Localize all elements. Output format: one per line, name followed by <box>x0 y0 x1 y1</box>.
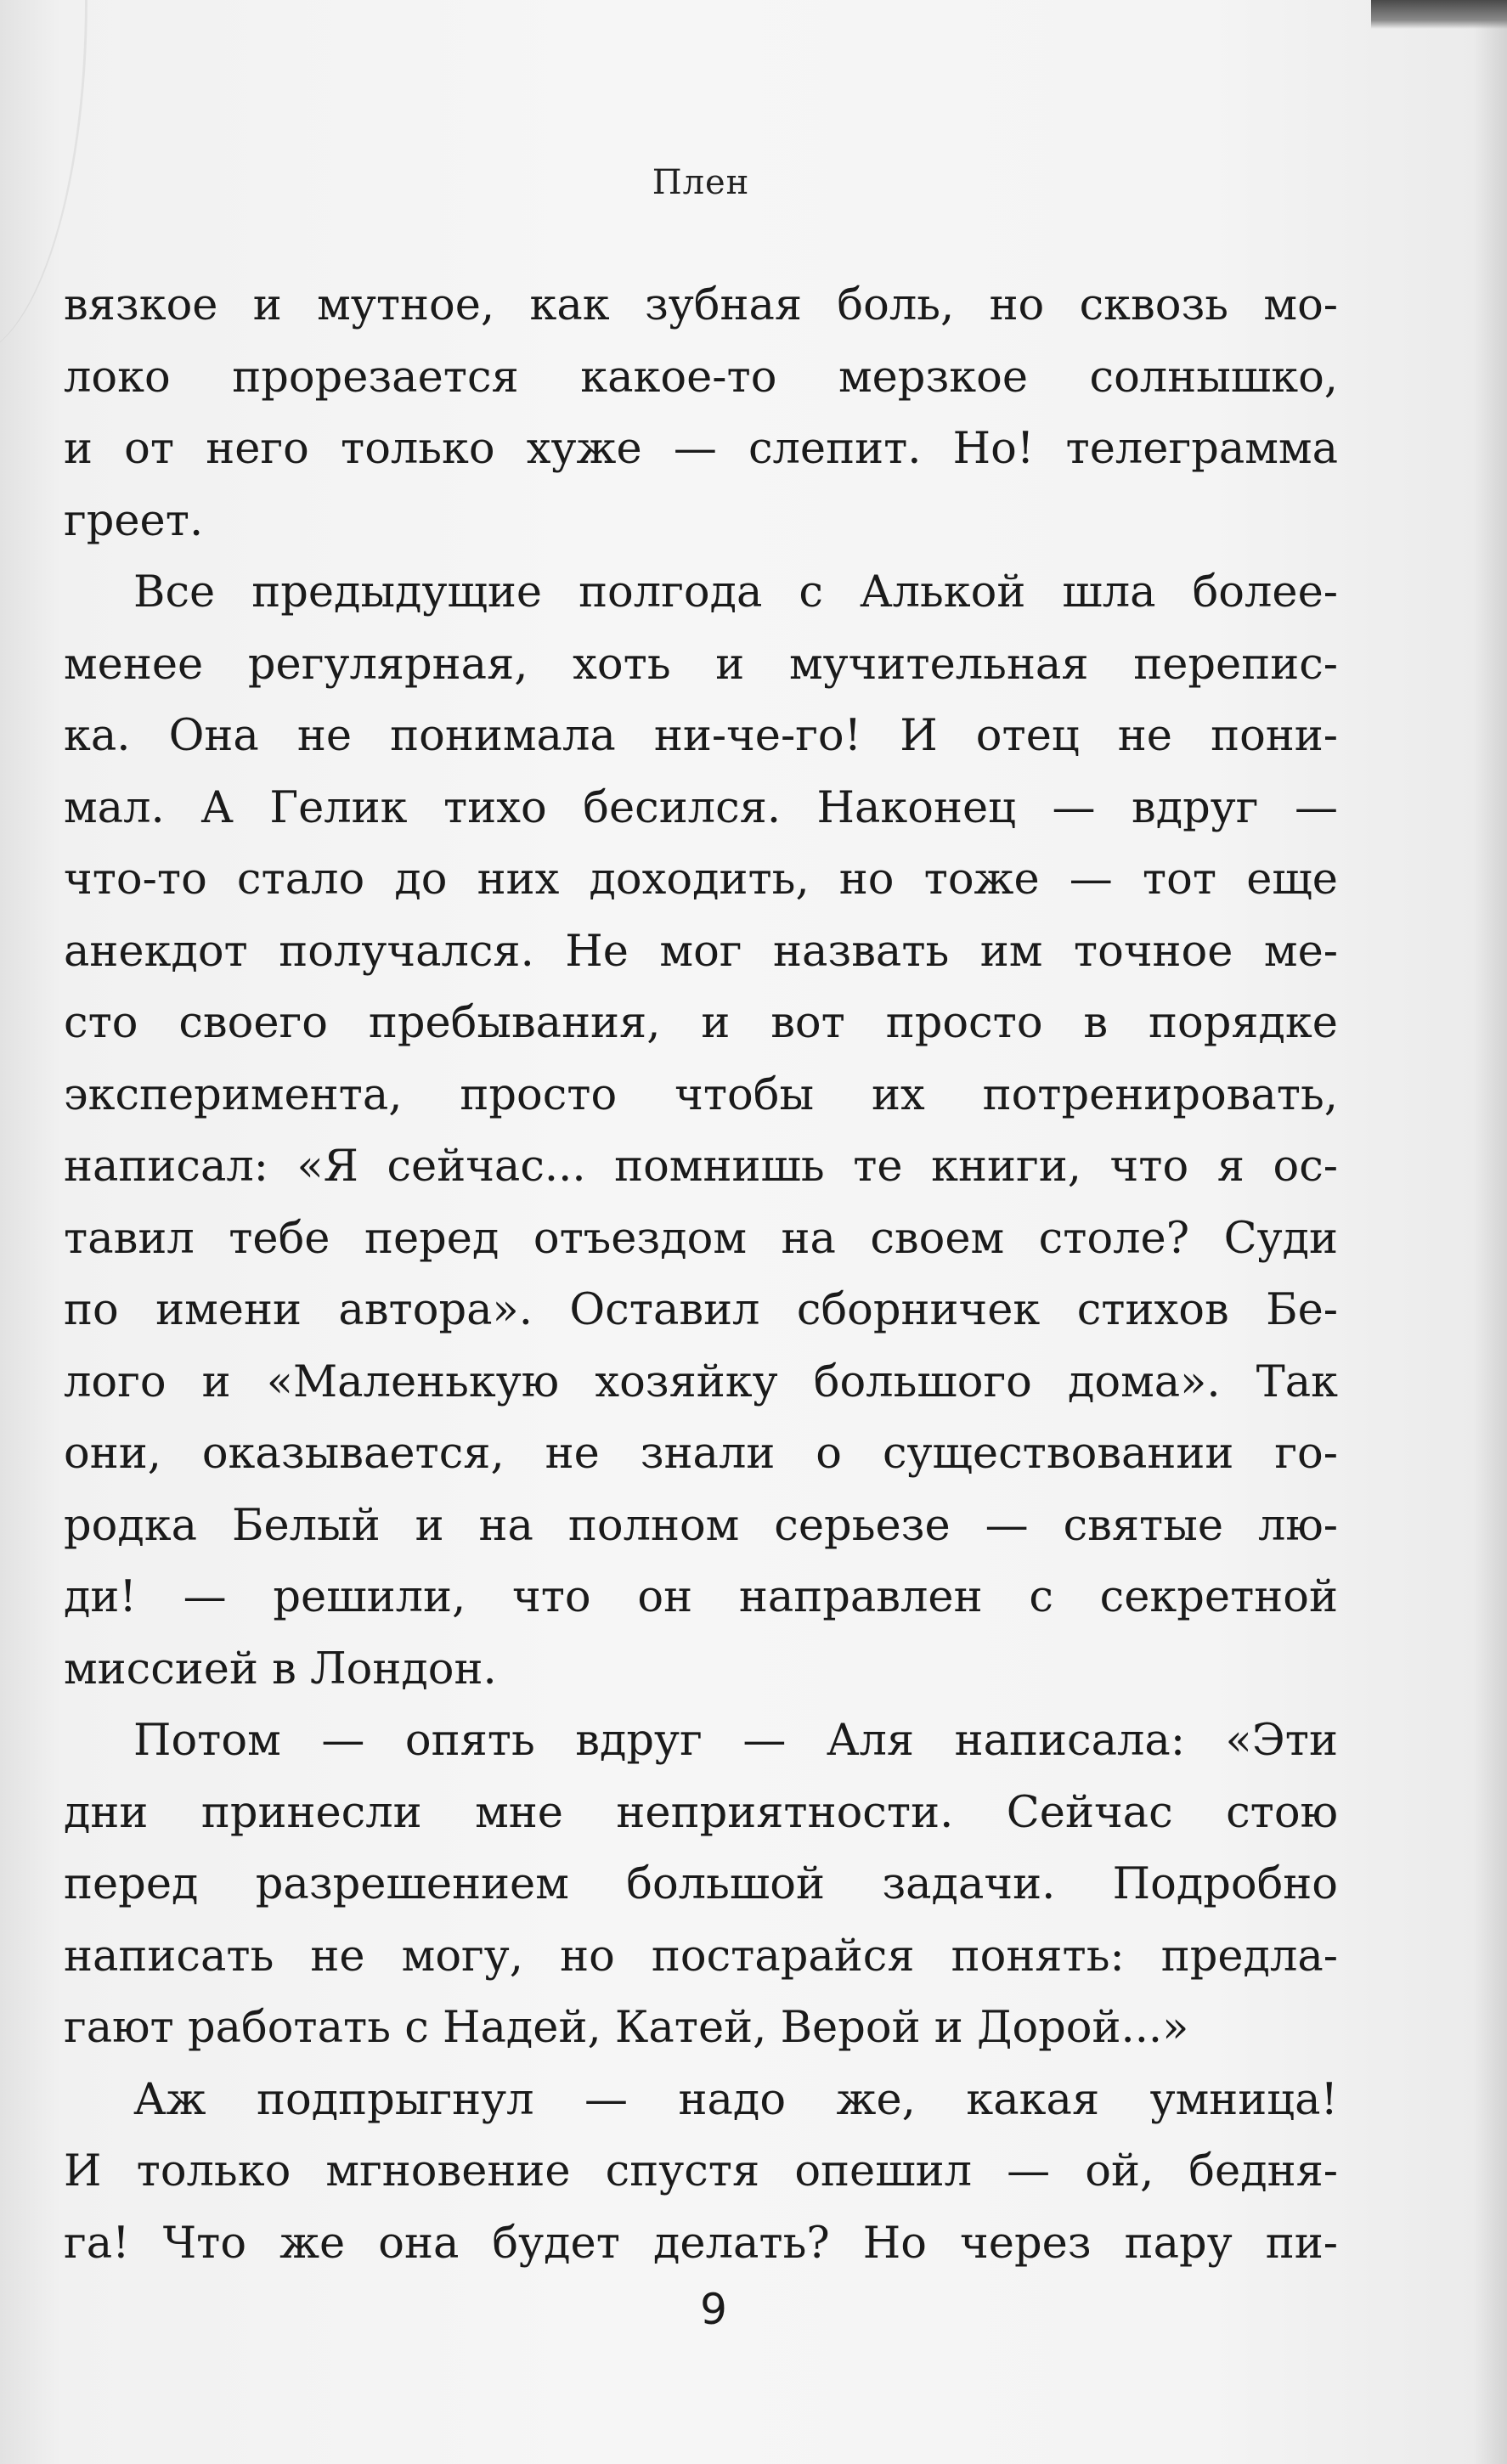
text-line: тавил тебе перед отъездом на своем столе? Суди <box>64 1213 1338 1264</box>
running-head: Плен <box>652 163 750 202</box>
text-line: по имени автора». Оставил сборничек стихов Бе- <box>64 1285 1338 1335</box>
text-line: и от него только хуже — слепит. Но! телеграмма <box>64 424 1338 474</box>
text-line: что-то стало до них доходить, но тоже — тот еще <box>64 854 1338 905</box>
text-line: ка. Она не понимала ни-че-го! И отец не пони- <box>64 711 1338 761</box>
page-edge-shadow <box>1473 0 1507 2464</box>
text-line: га! Что же она будет делать? Но через пару пи- <box>64 2218 1338 2269</box>
text-line: перед разрешением большой задачи. Подробно <box>64 1859 1338 1909</box>
text-line: миссией в Лондон. <box>64 1644 497 1694</box>
text-line: И только мгновение спустя опешил — ой, бедня- <box>64 2146 1338 2196</box>
text-line: локо прорезается какое-то мерзкое солнышко, <box>64 352 1338 403</box>
text-line: ди! — решили, что он направлен с секретной <box>64 1572 1338 1622</box>
text-line: менее регулярная, хоть и мучительная перепис- <box>64 639 1338 690</box>
page-number: 9 <box>700 2285 727 2334</box>
text-line: лого и «Маленькую хозяйку большого дома». Так <box>64 1356 1338 1407</box>
text-line: вязкое и мутное, как зубная боль, но сквозь мо- <box>64 280 1338 330</box>
body-text <box>64 270 1338 2280</box>
text-line: эксперимента, просто чтобы их потренировать, <box>64 1069 1338 1120</box>
text-line: греет. <box>64 495 204 546</box>
text-line: Потом — опять вдруг — Аля написала: «Эти <box>133 1716 1338 1766</box>
text-line: мал. А Гелик тихо бесился. Наконец — вдруг — <box>64 782 1338 833</box>
text-line: написал: «Я сейчас... помнишь те книги, что я ос- <box>64 1142 1338 1192</box>
corner-shadow <box>1371 0 1507 29</box>
text-line: сто своего пребывания, и вот просто в порядке <box>64 998 1338 1048</box>
text-line: дни принесли мне неприятности. Сейчас стою <box>64 1787 1338 1838</box>
text-line: Все предыдущие полгода с Алькой шла более- <box>133 567 1338 617</box>
text-line: они, оказывается, не знали о существовании го- <box>64 1429 1338 1479</box>
text-line: гают работать с Надей, Катей, Верой и Дорой...» <box>64 2003 1189 2053</box>
text-line: анекдот получался. Не мог назвать им точное ме- <box>64 926 1338 977</box>
text-line: Аж подпрыгнул — надо же, какая умница! <box>133 2074 1338 2125</box>
text-line: родка Белый и на полном серьезе — святые лю- <box>64 1500 1338 1551</box>
text-line: написать не могу, но постарайся понять: предла- <box>64 1931 1338 1982</box>
